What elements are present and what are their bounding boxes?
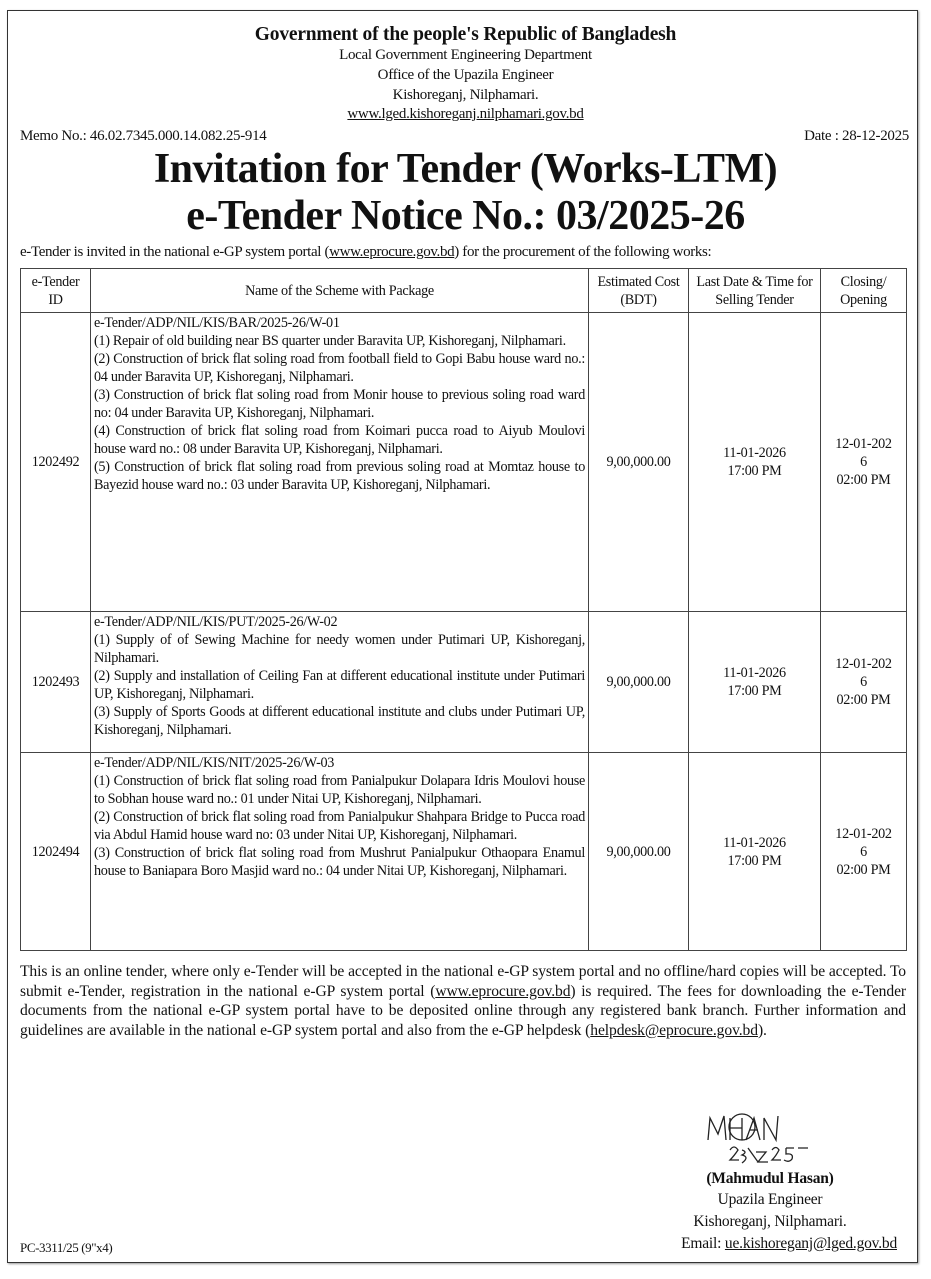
- last-date: 11-01-2026: [723, 445, 786, 461]
- last-selling-date: [689, 612, 821, 753]
- signatory-email: [600, 1235, 897, 1253]
- tender-id: 1202494: [21, 753, 91, 951]
- notice-text-1: This is an online tender, where only e-Tender will be accepted in the national e-GP system portal and no offline/hard copies will be accepted. To submit e-Tender, registration in the national e-GP system portal (: [20, 963, 906, 1000]
- scheme-item: (3) Supply of Sports Goods at different educational institute and clubs under Putimari UP, Kishoreganj, Nilphamari.: [94, 704, 585, 738]
- scheme-item: (5) Construction of brick flat soling road from previous soling road at Momtaz house to Bayezid house ward no.: 03 under Baravita UP, Kishoreganj, Nilphamari.: [94, 459, 585, 493]
- tender-id: 1202493: [21, 612, 91, 753]
- header-id: e-Tender ID: [21, 269, 91, 313]
- department: Local Government Engineering Department: [339, 47, 592, 63]
- header-closing: Closing/ Opening: [821, 269, 907, 313]
- header-cost: Estimated Cost (BDT): [589, 269, 689, 313]
- closing-date: 12-01-2026: [835, 436, 892, 470]
- helpdesk-email-link[interactable]: helpdesk@eprocure.gov.bd: [590, 1021, 758, 1039]
- notice-number: e-Tender Notice No.: 03/2025-26: [186, 193, 745, 239]
- intro-text: [20, 244, 711, 261]
- title: Invitation for Tender (Works-LTM): [153, 146, 778, 192]
- tender-table: [20, 268, 907, 951]
- scheme-item: (4) Construction of brick flat soling road from Koimari pucca road to Aiyub Moulovi house ward no.: 08 under Baravita UP, Kishoreganj, Nilphamari.: [94, 423, 585, 457]
- notice-text-2: ) is required. The fees for downloading the e-Tender documents from the national e-GP system portal have to be deposited online through any registered bank branch. Further information and guidelines are available in the national e-GP system portal and also from the e-GP helpdesk (: [20, 982, 906, 1039]
- estimated-cost: 9,00,000.00: [589, 612, 689, 753]
- closing-opening: [821, 313, 907, 612]
- estimated-cost: 9,00,000.00: [589, 753, 689, 951]
- eprocure-link-2[interactable]: www.eprocure.gov.bd: [435, 982, 571, 1000]
- last-time: 17:00 PM: [727, 852, 782, 869]
- handwritten-signature: [700, 1110, 810, 1165]
- notice-paragraph: [20, 962, 906, 1040]
- closing-time: 02:00 PM: [836, 692, 891, 708]
- office-location: Kishoreganj, Nilphamari.: [392, 87, 539, 103]
- website-link[interactable]: www.lged.kishoreganj.nilphamari.gov.bd: [347, 106, 584, 122]
- header-last-date: Last Date & Time for Selling Tender: [689, 269, 821, 313]
- notice-text-3: ).: [757, 1021, 767, 1039]
- table-row: [21, 753, 907, 951]
- memo-number: Memo No.: 46.02.7345.000.14.082.25-914: [20, 128, 267, 144]
- intro-before: e-Tender is invited in the national e-GP system portal (: [20, 244, 330, 260]
- scheme-cell: [91, 612, 589, 753]
- scheme-item: (1) Repair of old building near BS quarter under Baravita UP, Kishoreganj, Nilphamari.: [94, 333, 566, 349]
- closing-opening: [821, 612, 907, 753]
- signatory-designation: Upazila Engineer: [717, 1191, 823, 1208]
- last-time: 17:00 PM: [727, 463, 782, 479]
- closing-time: 02:00 PM: [836, 861, 891, 878]
- closing-date: 12-01-2026: [835, 825, 892, 860]
- office: Office of the Upazila Engineer: [377, 67, 554, 83]
- scheme-item: (3) Construction of brick flat soling road from Monir house to previous soling road ward no: 04 under Baravita UP, Kishoreganj, Nilphamari.: [94, 387, 585, 421]
- scheme-item: (2) Construction of brick flat soling road from football field to Gopi Babu house ward no.: 04 under Baravita UP, Kishoreganj, Nilphamari.: [94, 351, 585, 385]
- scheme-item: (3) Construction of brick flat soling road from Mushrut Panialpukur Othaopara Enamul house to Baniapara Boro Masjid ward no.: 04 under Nitai UP, Kishoreganj, Nilphamari.: [94, 845, 585, 879]
- closing-opening: [821, 753, 907, 951]
- signatory-name: (Mahmudul Hasan): [706, 1170, 834, 1187]
- header-name: Name of the Scheme with Package: [91, 269, 589, 313]
- package-code: e-Tender/ADP/NIL/KIS/BAR/2025-26/W-01: [94, 315, 340, 331]
- table-row: [21, 313, 907, 612]
- last-selling-date: [689, 313, 821, 612]
- memo-date: Date : 28-12-2025: [804, 128, 909, 144]
- email-link[interactable]: ue.kishoreganj@lged.gov.bd: [724, 1235, 897, 1252]
- closing-date: 12-01-2026: [835, 656, 892, 690]
- table-row: [21, 612, 907, 753]
- package-code: e-Tender/ADP/NIL/KIS/NIT/2025-26/W-03: [94, 755, 335, 771]
- scheme-item: (2) Construction of brick flat soling road from Panialpukur Shahpara Bridge to Pucca road via Abdul Hamid house ward no: 03 under Nitai UP, Kishoreganj, Nilphamari.: [94, 809, 585, 843]
- scheme-cell: [91, 753, 589, 951]
- closing-time: 02:00 PM: [836, 472, 891, 488]
- last-time: 17:00 PM: [727, 683, 782, 699]
- last-selling-date: [689, 753, 821, 951]
- scheme-item: (2) Supply and installation of Ceiling Fan at different educational institute under Putimari UP, Kishoreganj, Nilphamari.: [94, 668, 585, 702]
- intro-after: ) for the procurement of the following works:: [454, 244, 712, 260]
- estimated-cost: 9,00,000.00: [589, 313, 689, 612]
- eprocure-link[interactable]: www.eprocure.gov.bd: [329, 244, 455, 260]
- last-date: 11-01-2026: [723, 665, 786, 681]
- scheme-item: (1) Construction of brick flat soling road from Panialpukur Dolapara Idris Moulovi house to Sobhan house ward no.: 01 under Nitai UP, Kishoreganj, Nilphamari.: [94, 773, 585, 807]
- package-code: e-Tender/ADP/NIL/KIS/PUT/2025-26/W-02: [94, 614, 338, 630]
- signatory-location: Kishoreganj, Nilphamari.: [693, 1213, 847, 1230]
- tender-id: 1202492: [21, 313, 91, 612]
- government-heading: Government of the people's Republic of Bangladesh: [254, 24, 677, 45]
- scheme-item: (1) Supply of of Sewing Machine for needy women under Putimari UP, Kishoreganj, Nilphamari.: [94, 632, 585, 666]
- last-date: 11-01-2026: [723, 834, 786, 851]
- scheme-cell: [91, 313, 589, 612]
- footer-code: PC-3311/25 (9"x4): [20, 1240, 113, 1255]
- email-label: Email:: [681, 1235, 725, 1252]
